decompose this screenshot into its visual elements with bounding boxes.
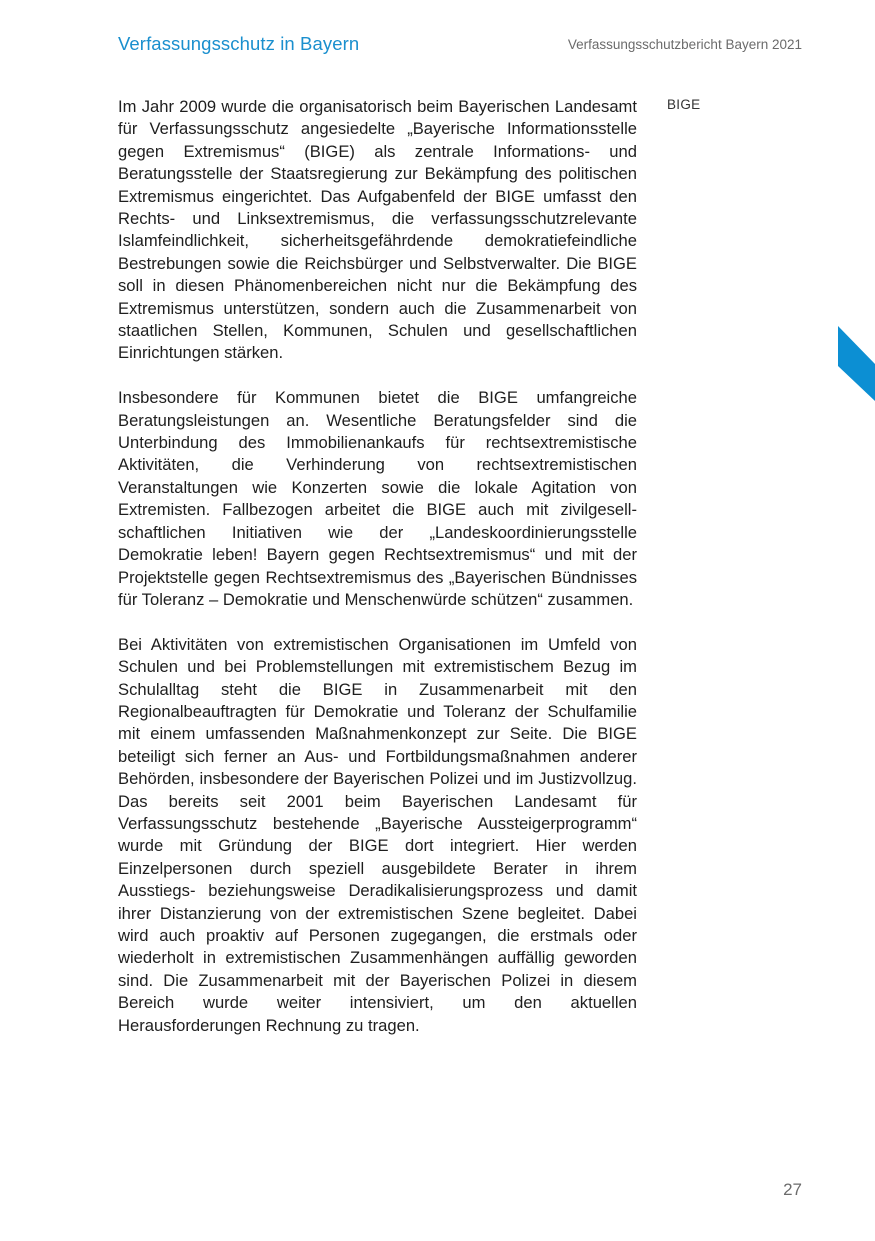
margin-keyword: BIGE [667, 97, 701, 112]
paragraph: Im Jahr 2009 wurde die organisatorisch beim Bayerischen Landesamt für Verfassungsschutz angesiedelte „Bayerische Informationsstelle gegen Extremismus“ (BIGE) als zentrale Informations- und Beratungsstelle der Staatsregierung zur Bekämpfung des politischen Extremismus eingerichtet. Das Aufgabenfeld der BIGE umfasst den Rechts- und Linksextremismus, die verfassungsschutzrelevante Islamfeindlichkeit, sicherheitsgefährdende demokratiefeindliche Bestrebungen sowie die Reichsbürger und Selbstverwalter. Die BIGE soll in diesen Phänomenbereichen nicht nur die Bekämpfung des Extremismus unterstützen, sondern auch die Zusammenarbeit von staatlichen Stellen, Kommunen, Schulen und gesellschaftlichen Einrichtungen stärken. [118, 97, 637, 363]
page-number: 27 [783, 1180, 802, 1199]
paragraph: Bei Aktivitäten von extremistischen Organisationen im Umfeld von Schulen und bei Problemstellungen mit extremistischem Bezug im Schulalltag steht die BIGE in Zusammenarbeit mit den Regionalbeauftragten für Demokratie und Toleranz der Schulfamilie mit einem umfassenden Maßnahmenkonzept zur Seite. Die BIGE beteiligt sich ferner an Aus- und Fortbildungsmaßnahmen anderer Behörden, insbesondere der Bayerischen Polizei und im Justizvollzug. Das bereits seit 2001 beim Bayerischen Landesamt für Verfassungsschutz bestehende „Bayerische Aussteigerprogramm“ wurde mit Gründung der BIGE dort integriert. Hier werden Einzelpersonen durch speziell ausgebildete Berater in ihrem Ausstiegs- beziehungsweise Deradikalisierungsprozess und damit ihrer Distanzierung von der extremistischen Szene begleitet. Dabei wird auch proaktiv auf Personen zugegangen, die erstmals oder wiederholt in extremistischen Zusammenhängen auffällig geworden sind. Die Zusammenarbeit mit der Bayerischen Polizei in diesem Bereich wurde weiter intensiviert, um den aktuellen Herausforderungen Rechnung zu tragen. [118, 634, 637, 1035]
paragraph: Insbesondere für Kommunen bietet die BIGE umfangreiche Beratungsleistungen an. Wesentliche Beratungsfelder sind die Unterbindung des Immobilienankaufs für rechtsextremistische Aktivitäten, die Verhinderung von rechtsextremistischen Veranstaltungen wie Konzerten sowie die lokale Agitation von Extremisten. Fallbezogen arbeitet die BIGE auch mit zivilgesellschaftlichen Initiativen wie der „Landeskoordinierungsstelle Demokratie leben! Bayern gegen Rechtsextremismus“ und mit der Projektstelle gegen Rechtsextremismus des „Bayerischen Bündnisses für Toleranz – Demokratie und Menschenwürde schützen“ zusammen. [118, 388, 637, 609]
body-text [118, 96, 637, 1059]
chapter-tab-shape [838, 326, 875, 401]
section-title: Verfassungsschutz in Bayern [118, 33, 360, 54]
report-title: Verfassungsschutzbericht Bayern 2021 [567, 37, 802, 52]
chapter-tab-marker-icon [838, 326, 875, 401]
